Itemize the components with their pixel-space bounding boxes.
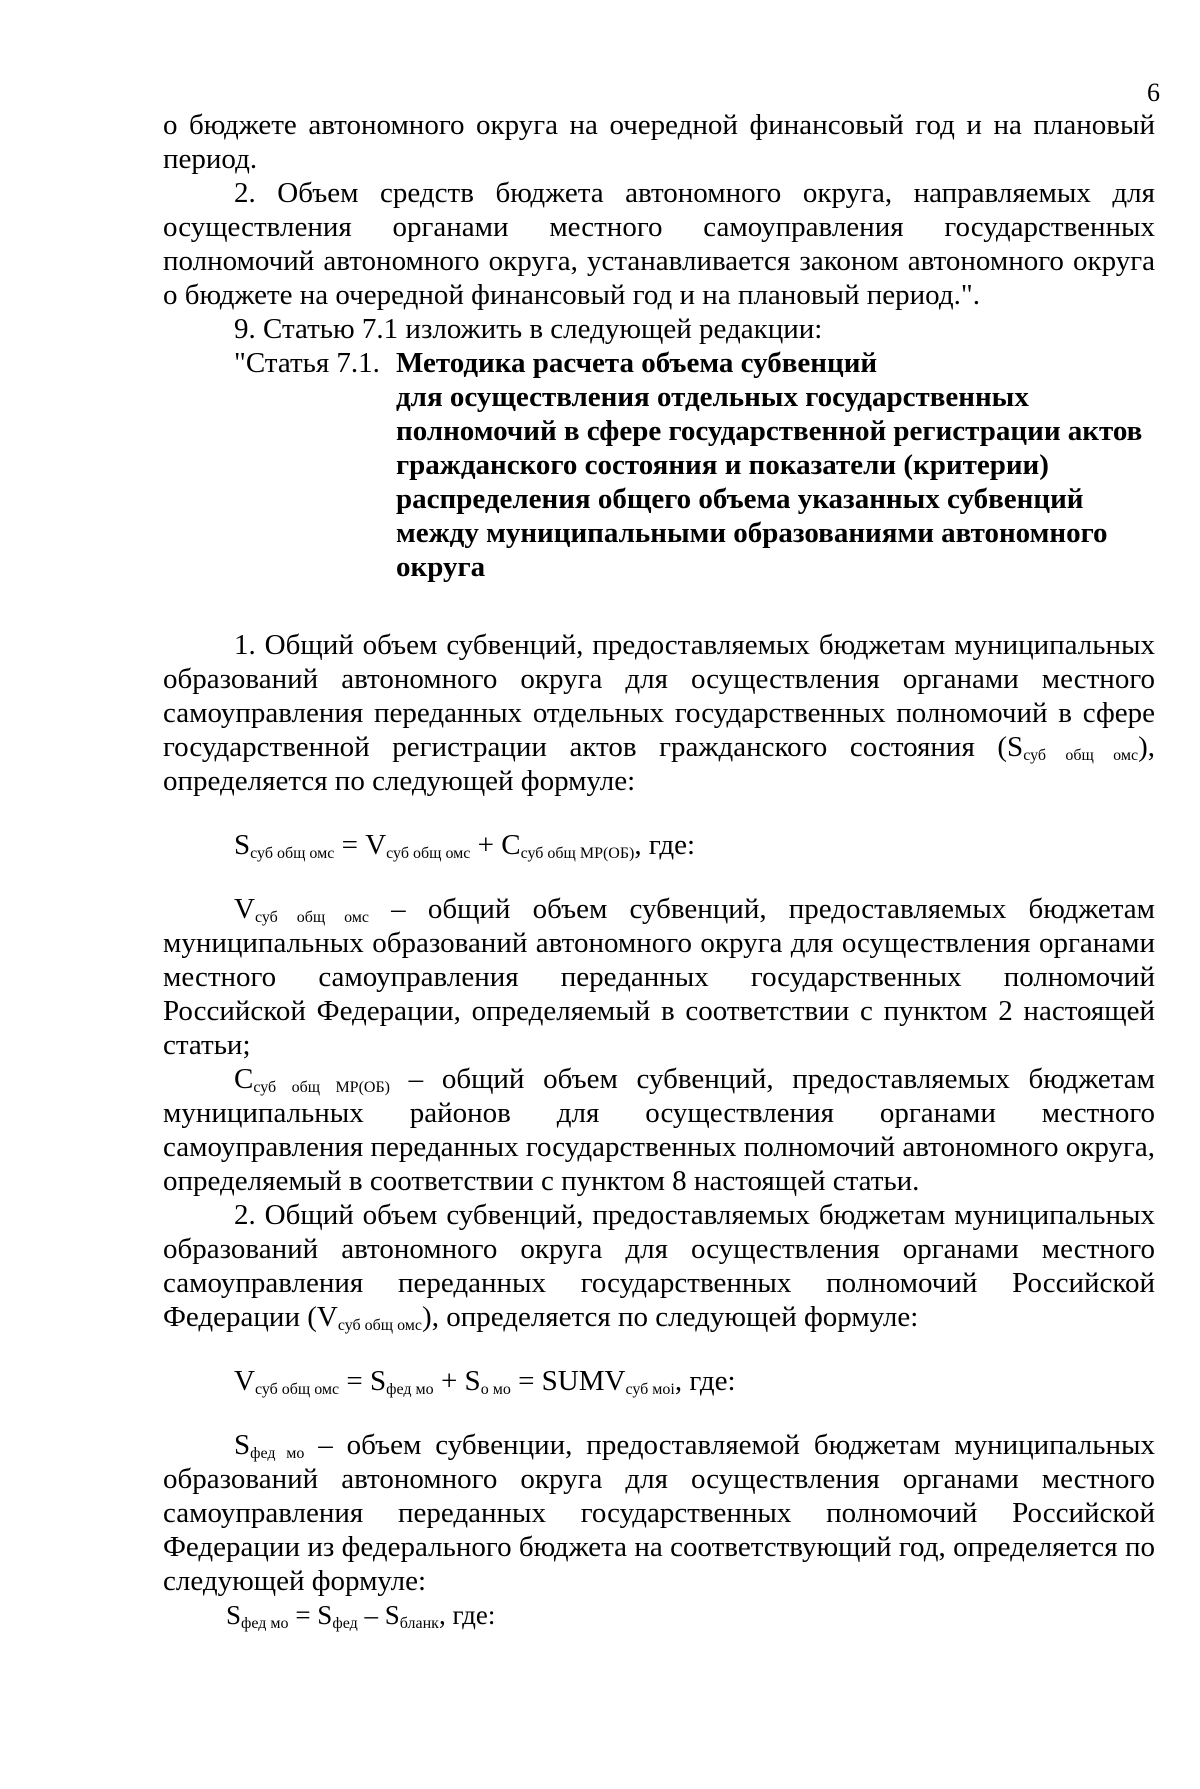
item-1-tail: ), определяется по следующей формуле: — [163, 731, 1156, 797]
article-label: "Статья 7.1. — [234, 347, 388, 379]
item-2-text: 2. Общий объем субвенций, предоставляемых бюджетам муниципальных образований автономного округа для осуществления органами местного самоуправления переданных государственных полномочий Российской Федерации ( — [163, 1199, 1155, 1333]
paragraph-budget-period: о бюджете автономного округа на очередной финансовый год и на плановый период. — [163, 109, 1155, 175]
item-1-text: 1. Общий объем субвенций, предоставляемых бюджетам муниципальных образований автономного округа для осуществления органами местного самоуправления переданных отдельных государственных полномочий в сфере государственной регистрации актов гражданского состояния ( — [163, 629, 1155, 763]
paragraph-9-instruction: 9. Статью 7.1 изложить в следующей редакции: — [234, 313, 823, 345]
item-1-symbol: S — [1007, 731, 1024, 763]
document-body — [163, 108, 1155, 1632]
formula1-v: V — [365, 829, 387, 861]
formula3-s2: S — [384, 1600, 400, 1630]
definition-S-text: – объем субвенции, предоставляемой бюджетам муниципальных образований автономного округа для осуществления органами местного самоуправления переданных государственных полномочий Российской Федерации из федерального бюджета на соответствующий год, определяется по следующей формуле: — [163, 1429, 1155, 1597]
definition-V-text: – общий объем субвенций, предоставляемых бюджетам муниципальных образований автономного округа для осуществления органами местного самоуправления переданных государственных полномочий Российской Федерации, определяемый в соответствии с пунктом 2 настоящей статьи; — [163, 893, 1155, 1061]
formula3-s-sub: фед мо — [241, 1615, 289, 1632]
formula2-v-sub: суб общ омс — [254, 1381, 340, 1398]
formula2-s2: S — [464, 1365, 481, 1397]
item-2-paragraph — [163, 1198, 1155, 1334]
formula2-s2-sub: о мо — [480, 1381, 511, 1398]
formula1-tail: , где: — [634, 829, 696, 861]
formula1-s-sub: суб общ омс — [250, 845, 335, 862]
definition-V-sub: суб общ омс — [254, 909, 369, 926]
formula3-s1: S — [317, 1600, 333, 1630]
formula3-s1-sub: фед — [332, 1615, 358, 1632]
item-1-paragraph — [163, 628, 1155, 798]
formula2-sum-sub: суб моi — [625, 1381, 675, 1398]
formula2-tail: , где: — [674, 1365, 736, 1397]
formula-federal-subvention — [163, 1598, 1155, 1632]
formula2-eq2: = — [510, 1365, 542, 1397]
item-2-symbol-subscript: суб общ омс — [337, 1317, 423, 1334]
formula3-eq: = — [288, 1600, 318, 1630]
formula3-s: S — [226, 1600, 242, 1630]
formula1-s: S — [234, 829, 251, 861]
definition-S-symbol: S — [234, 1429, 251, 1461]
paragraph-2: 2. Объем средств бюджета автономного округа, направляемых для осуществления органами местного самоуправления государственных полномочий автономного округа, устанавливается законом автономного округа о бюджете на очередной финансовый год и на плановый период.". — [163, 177, 1155, 311]
definition-C-sub: суб общ МР(ОБ) — [253, 1079, 390, 1096]
formula3-tail: , где: — [438, 1600, 496, 1630]
definition-S-sub: фед мо — [250, 1445, 305, 1462]
formula2-sum: SUMV — [541, 1365, 626, 1397]
formula2-plus: + — [433, 1365, 465, 1397]
definition-V-symbol: V — [234, 893, 255, 925]
formula1-plus: + — [470, 829, 502, 861]
formula1-eq: = — [334, 829, 366, 861]
article-heading — [163, 346, 1155, 584]
formula1-c-sub: суб общ МР(ОБ) — [520, 845, 635, 862]
formula2-s1: S — [370, 1365, 387, 1397]
definition-V — [163, 892, 1155, 1062]
formula-total-subvention — [163, 828, 1155, 862]
article-title — [396, 346, 1155, 584]
definition-S-fed — [163, 1428, 1155, 1598]
formula-rf-subvention — [163, 1364, 1155, 1398]
definition-C-symbol: C — [234, 1063, 254, 1095]
formula2-s1-sub: фед мо — [386, 1381, 434, 1398]
definition-C-text: – общий объем субвенций, предоставляемых бюджетам муниципальных районов для осуществления органами местного самоуправления переданных государственных полномочий автономного округа, определяемый в соответствии с пунктом 8 настоящей статьи. — [163, 1063, 1155, 1197]
formula2-eq: = — [339, 1365, 371, 1397]
formula1-v-sub: суб общ омс — [386, 845, 471, 862]
item-1-symbol-subscript: суб общ омс — [1023, 747, 1139, 764]
article-title-first-line: Методика расчета объема субвенций — [396, 347, 878, 379]
definition-C — [163, 1062, 1155, 1198]
article-title-rest: для осуществления отдельных государственных полномочий в сфере государственной регистрации актов гражданского состояния и показатели (критерии) распределения общего объема указанных субвенций между муниципальными образованиями автономного округа — [396, 381, 1143, 583]
formula3-s2-sub: бланк — [399, 1615, 439, 1632]
formula3-minus: – — [357, 1600, 385, 1630]
item-2-tail: ), определяется по следующей формуле: — [422, 1301, 919, 1333]
item-2-symbol: V — [316, 1301, 338, 1333]
formula1-c: C — [501, 829, 521, 861]
formula2-v: V — [234, 1365, 255, 1397]
page-number: 6 — [1147, 78, 1160, 107]
